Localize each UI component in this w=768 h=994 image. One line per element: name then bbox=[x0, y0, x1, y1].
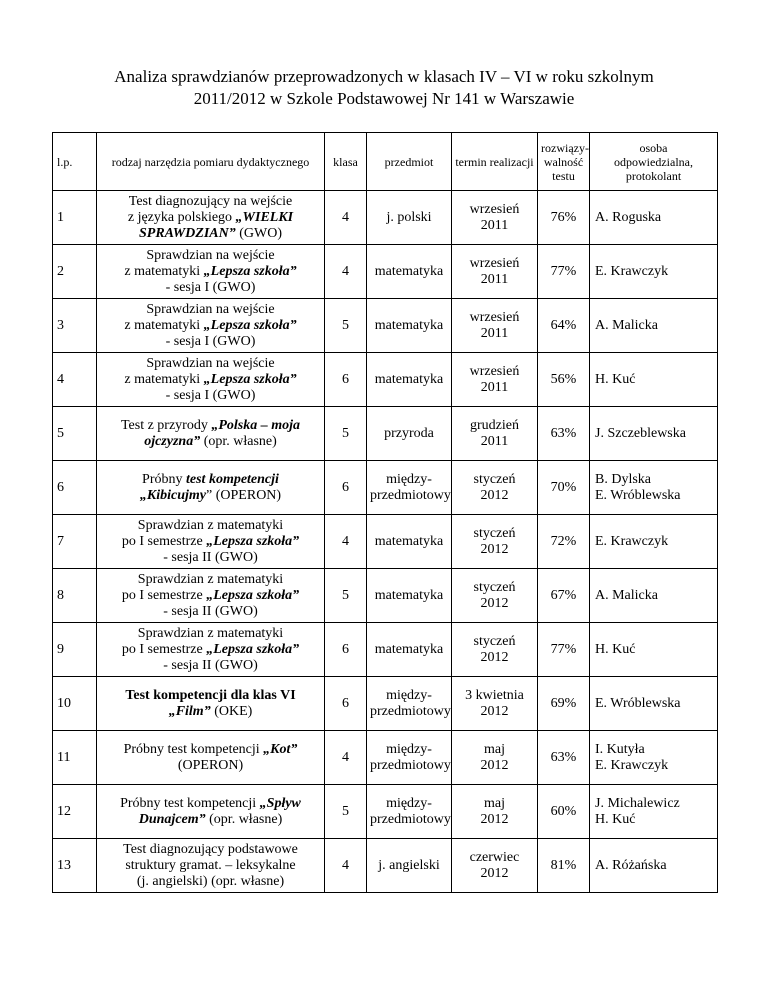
header-rozw-line2: walność bbox=[543, 154, 584, 169]
cell-text: „Lepsza szkoła” bbox=[206, 587, 300, 603]
cell-text: między- bbox=[386, 687, 432, 703]
cell-text: 2011 bbox=[480, 433, 509, 449]
cell-klasa: 6 bbox=[325, 461, 367, 515]
cell-text: Sprawdzian z matematyki bbox=[137, 571, 284, 587]
cell-text: test kompetencji bbox=[186, 471, 279, 487]
cell-text: „Kibicujmy bbox=[139, 487, 207, 503]
cell-text: maj bbox=[484, 795, 505, 811]
cell-klasa: 4 bbox=[325, 839, 367, 893]
cell-termin bbox=[452, 353, 538, 407]
cell-lp: 7 bbox=[53, 515, 97, 569]
cell-text: - sesja II (GWO) bbox=[163, 657, 258, 673]
cell-termin bbox=[452, 299, 538, 353]
cell-tool bbox=[97, 245, 325, 299]
cell-lp: 6 bbox=[53, 461, 97, 515]
header-osoba-line2: odpowiedzialna, bbox=[614, 154, 693, 169]
title-line-2: 2011/2012 w Szkole Podstawowej Nr 141 w Warszawie bbox=[193, 89, 575, 108]
cell-tool bbox=[97, 839, 325, 893]
header-lp: l.p. bbox=[53, 133, 97, 191]
cell-lp: 11 bbox=[53, 731, 97, 785]
cell-text: (OPERON) bbox=[177, 757, 244, 773]
cell-text: Próbny test kompetencji bbox=[123, 741, 264, 757]
cell-text: 2012 bbox=[480, 541, 509, 557]
cell-text: - sesja I (GWO) bbox=[165, 279, 256, 295]
cell-text: styczeń bbox=[473, 525, 516, 541]
cell-text: (j. angielski) (opr. własne) bbox=[136, 873, 285, 889]
cell-text: matematyka bbox=[374, 263, 444, 279]
header-row bbox=[53, 133, 718, 191]
cell-osoba bbox=[590, 191, 718, 245]
cell-text: Test z przyrody bbox=[120, 417, 212, 433]
cell-text: styczeń bbox=[473, 471, 516, 487]
cell-termin bbox=[452, 191, 538, 245]
cell-osoba bbox=[590, 623, 718, 677]
cell-text: po I semestrze bbox=[121, 587, 207, 603]
cell-termin bbox=[452, 677, 538, 731]
cell-text: wrzesień bbox=[469, 255, 520, 271]
cell-osoba bbox=[590, 839, 718, 893]
cell-text: (OKE) bbox=[210, 703, 253, 719]
cell-text: „Spływ bbox=[259, 795, 301, 811]
cell-text: (opr. własne) bbox=[205, 811, 283, 827]
cell-rozwiazywalnosc: 63% bbox=[538, 731, 590, 785]
cell-text: struktury gramat. – leksykalne bbox=[125, 857, 296, 873]
cell-text: 2011 bbox=[480, 217, 509, 233]
cell-klasa: 5 bbox=[325, 407, 367, 461]
cell-text: - sesja I (GWO) bbox=[165, 387, 256, 403]
cell-klasa: 6 bbox=[325, 353, 367, 407]
cell-text: przedmiotowy bbox=[370, 811, 451, 827]
cell-termin bbox=[452, 569, 538, 623]
cell-text: - sesja I (GWO) bbox=[165, 333, 256, 349]
cell-termin bbox=[452, 407, 538, 461]
cell-text: czerwiec bbox=[469, 849, 520, 865]
cell-rozwiazywalnosc: 77% bbox=[538, 623, 590, 677]
cell-osoba bbox=[590, 299, 718, 353]
cell-osoba bbox=[590, 245, 718, 299]
cell-text: Test kompetencji dla klas VI bbox=[125, 687, 296, 703]
cell-text: przedmiotowy bbox=[370, 757, 451, 773]
cell-tool bbox=[97, 731, 325, 785]
cell-tool bbox=[97, 299, 325, 353]
cell-lp: 10 bbox=[53, 677, 97, 731]
cell-text: B. Dylska bbox=[595, 471, 651, 487]
cell-text: ” (OPERON) bbox=[206, 487, 282, 503]
cell-rozwiazywalnosc: 60% bbox=[538, 785, 590, 839]
header-termin: termin realizacji bbox=[452, 133, 538, 191]
header-tool: rodzaj narzędzia pomiaru dydaktycznego bbox=[97, 133, 325, 191]
cell-lp: 13 bbox=[53, 839, 97, 893]
table-row bbox=[53, 407, 718, 461]
cell-przedmiot bbox=[367, 245, 452, 299]
cell-text: Sprawdzian z matematyki bbox=[137, 517, 284, 533]
cell-text: E. Wróblewska bbox=[595, 487, 681, 503]
cell-text: (GWO) bbox=[235, 225, 282, 241]
cell-text: H. Kuć bbox=[595, 371, 636, 387]
cell-text: styczeń bbox=[473, 633, 516, 649]
cell-rozwiazywalnosc: 81% bbox=[538, 839, 590, 893]
cell-text: E. Wróblewska bbox=[595, 695, 681, 711]
header-rozw-line3: testu bbox=[552, 168, 575, 183]
cell-przedmiot bbox=[367, 623, 452, 677]
header-rozw-line1: rozwiązy- bbox=[541, 140, 589, 155]
cell-text: 2012 bbox=[480, 487, 509, 503]
cell-text: „Lepsza szkoła” bbox=[203, 263, 297, 279]
cell-lp: 12 bbox=[53, 785, 97, 839]
cell-text: wrzesień bbox=[469, 363, 520, 379]
cell-text: wrzesień bbox=[469, 201, 520, 217]
cell-text: między- bbox=[386, 795, 432, 811]
cell-text: między- bbox=[386, 471, 432, 487]
cell-text: Sprawdzian z matematyki bbox=[137, 625, 284, 641]
cell-osoba bbox=[590, 785, 718, 839]
cell-lp: 8 bbox=[53, 569, 97, 623]
cell-text: przedmiotowy bbox=[370, 703, 451, 719]
cell-przedmiot bbox=[367, 353, 452, 407]
cell-tool bbox=[97, 569, 325, 623]
table-row bbox=[53, 623, 718, 677]
cell-termin bbox=[452, 515, 538, 569]
table-row bbox=[53, 677, 718, 731]
cell-tool bbox=[97, 785, 325, 839]
cell-text: „Film” bbox=[168, 703, 211, 719]
cell-text: Test diagnozujący podstawowe bbox=[123, 841, 298, 857]
document-title bbox=[40, 66, 728, 110]
cell-osoba bbox=[590, 569, 718, 623]
header-przedmiot: przedmiot bbox=[367, 133, 452, 191]
cell-przedmiot bbox=[367, 191, 452, 245]
cell-text: 2012 bbox=[480, 757, 509, 773]
cell-tool bbox=[97, 515, 325, 569]
cell-text: Sprawdzian na wejście bbox=[146, 247, 275, 263]
cell-text: z matematyki bbox=[124, 317, 204, 333]
cell-text: ojczyzna” bbox=[144, 433, 201, 449]
cell-text: przyroda bbox=[384, 425, 434, 441]
cell-termin bbox=[452, 839, 538, 893]
cell-rozwiazywalnosc: 67% bbox=[538, 569, 590, 623]
header-osoba bbox=[590, 133, 718, 191]
cell-text: przedmiotowy bbox=[370, 487, 451, 503]
cell-text: matematyka bbox=[374, 533, 444, 549]
cell-text: A. Malicka bbox=[595, 587, 658, 603]
cell-termin bbox=[452, 785, 538, 839]
table-row bbox=[53, 839, 718, 893]
cell-text: Sprawdzian na wejście bbox=[146, 355, 275, 371]
cell-text: 2012 bbox=[480, 811, 509, 827]
cell-osoba bbox=[590, 515, 718, 569]
cell-przedmiot bbox=[367, 407, 452, 461]
table-row bbox=[53, 731, 718, 785]
cell-text: A. Różańska bbox=[595, 857, 667, 873]
cell-tool bbox=[97, 407, 325, 461]
cell-text: maj bbox=[484, 741, 505, 757]
cell-text: „Polska – moja bbox=[211, 417, 301, 433]
cell-text: wrzesień bbox=[469, 309, 520, 325]
table-row bbox=[53, 461, 718, 515]
cell-termin bbox=[452, 461, 538, 515]
cell-rozwiazywalnosc: 76% bbox=[538, 191, 590, 245]
cell-termin bbox=[452, 731, 538, 785]
cell-text: 2011 bbox=[480, 271, 509, 287]
cell-przedmiot bbox=[367, 785, 452, 839]
cell-przedmiot bbox=[367, 839, 452, 893]
header-klasa: klasa bbox=[325, 133, 367, 191]
cell-text: 2011 bbox=[480, 325, 509, 341]
cell-text: H. Kuć bbox=[595, 811, 636, 827]
cell-lp: 9 bbox=[53, 623, 97, 677]
cell-text: grudzień bbox=[470, 417, 519, 433]
cell-text: „Lepsza szkoła” bbox=[203, 371, 297, 387]
table-row bbox=[53, 191, 718, 245]
cell-klasa: 5 bbox=[325, 785, 367, 839]
cell-text: 3 kwietnia bbox=[465, 687, 524, 703]
cell-tool bbox=[97, 623, 325, 677]
cell-text: H. Kuć bbox=[595, 641, 636, 657]
cell-text: SPRAWDZIAN” bbox=[138, 225, 236, 241]
table-row bbox=[53, 515, 718, 569]
cell-text: j. polski bbox=[386, 209, 432, 225]
cell-text: E. Krawczyk bbox=[595, 263, 669, 279]
table-row bbox=[53, 785, 718, 839]
cell-klasa: 4 bbox=[325, 731, 367, 785]
cell-lp: 3 bbox=[53, 299, 97, 353]
cell-text: styczeń bbox=[473, 579, 516, 595]
cell-text: - sesja II (GWO) bbox=[163, 603, 258, 619]
table-row bbox=[53, 299, 718, 353]
cell-klasa: 4 bbox=[325, 191, 367, 245]
cell-klasa: 5 bbox=[325, 569, 367, 623]
cell-text: E. Krawczyk bbox=[595, 757, 669, 773]
cell-text: E. Krawczyk bbox=[595, 533, 669, 549]
cell-text: j. angielski bbox=[378, 857, 440, 873]
cell-text: matematyka bbox=[374, 371, 444, 387]
cell-osoba bbox=[590, 461, 718, 515]
cell-text: z języka polskiego bbox=[127, 209, 236, 225]
cell-rozwiazywalnosc: 63% bbox=[538, 407, 590, 461]
cell-text: Test diagnozujący na wejście bbox=[128, 193, 293, 209]
cell-text: „Lepsza szkoła” bbox=[206, 641, 300, 657]
cell-text: „WIELKI bbox=[235, 209, 294, 225]
cell-text: Dunajcem” bbox=[138, 811, 206, 827]
cell-text: Próbny bbox=[142, 471, 186, 487]
cell-text: 2012 bbox=[480, 703, 509, 719]
cell-text: (opr. własne) bbox=[200, 433, 277, 449]
cell-text: J. Szczeblewska bbox=[595, 425, 686, 441]
cell-text: Próbny test kompetencji bbox=[120, 795, 260, 811]
cell-rozwiazywalnosc: 64% bbox=[538, 299, 590, 353]
cell-tool bbox=[97, 353, 325, 407]
cell-osoba bbox=[590, 731, 718, 785]
cell-lp: 1 bbox=[53, 191, 97, 245]
cell-text: 2012 bbox=[480, 865, 509, 881]
cell-klasa: 6 bbox=[325, 623, 367, 677]
cell-klasa: 4 bbox=[325, 245, 367, 299]
cell-przedmiot bbox=[367, 299, 452, 353]
cell-text: A. Roguska bbox=[595, 209, 662, 225]
cell-tool bbox=[97, 461, 325, 515]
cell-text: po I semestrze bbox=[121, 641, 207, 657]
tests-table bbox=[52, 132, 718, 893]
cell-text: matematyka bbox=[374, 587, 444, 603]
table-row bbox=[53, 245, 718, 299]
cell-termin bbox=[452, 623, 538, 677]
cell-text: „Lepsza szkoła” bbox=[203, 317, 297, 333]
header-osoba-line1: osoba bbox=[639, 140, 668, 155]
cell-rozwiazywalnosc: 70% bbox=[538, 461, 590, 515]
title-line-1: Analiza sprawdzianów przeprowadzonych w klasach IV – VI w roku szkolnym bbox=[114, 67, 654, 86]
cell-osoba bbox=[590, 353, 718, 407]
cell-text: z matematyki bbox=[124, 371, 204, 387]
cell-text: A. Malicka bbox=[595, 317, 658, 333]
table-row bbox=[53, 569, 718, 623]
cell-text: - sesja II (GWO) bbox=[163, 549, 258, 565]
cell-lp: 5 bbox=[53, 407, 97, 461]
cell-text: po I semestrze bbox=[121, 533, 207, 549]
cell-tool bbox=[97, 191, 325, 245]
cell-text: matematyka bbox=[374, 317, 444, 333]
cell-osoba bbox=[590, 677, 718, 731]
cell-text: 2011 bbox=[480, 379, 509, 395]
header-osoba-line3: protokolant bbox=[625, 168, 682, 183]
cell-text: 2012 bbox=[480, 649, 509, 665]
cell-przedmiot bbox=[367, 461, 452, 515]
cell-klasa: 5 bbox=[325, 299, 367, 353]
cell-termin bbox=[452, 245, 538, 299]
cell-text: Sprawdzian na wejście bbox=[146, 301, 275, 317]
cell-rozwiazywalnosc: 69% bbox=[538, 677, 590, 731]
cell-klasa: 6 bbox=[325, 677, 367, 731]
cell-przedmiot bbox=[367, 515, 452, 569]
cell-text: J. Michalewicz bbox=[595, 795, 680, 811]
cell-rozwiazywalnosc: 77% bbox=[538, 245, 590, 299]
cell-osoba bbox=[590, 407, 718, 461]
cell-text: „Lepsza szkoła” bbox=[206, 533, 300, 549]
cell-lp: 4 bbox=[53, 353, 97, 407]
cell-text: „Kot” bbox=[263, 741, 298, 757]
cell-text: 2012 bbox=[480, 595, 509, 611]
cell-tool bbox=[97, 677, 325, 731]
cell-przedmiot bbox=[367, 569, 452, 623]
cell-przedmiot bbox=[367, 677, 452, 731]
cell-lp: 2 bbox=[53, 245, 97, 299]
cell-rozwiazywalnosc: 56% bbox=[538, 353, 590, 407]
cell-text: z matematyki bbox=[124, 263, 204, 279]
table-row bbox=[53, 353, 718, 407]
cell-text: I. Kutyła bbox=[595, 741, 645, 757]
cell-text: matematyka bbox=[374, 641, 444, 657]
cell-przedmiot bbox=[367, 731, 452, 785]
header-rozwiazywalnosc bbox=[538, 133, 590, 191]
cell-klasa: 4 bbox=[325, 515, 367, 569]
cell-rozwiazywalnosc: 72% bbox=[538, 515, 590, 569]
cell-text: między- bbox=[386, 741, 432, 757]
